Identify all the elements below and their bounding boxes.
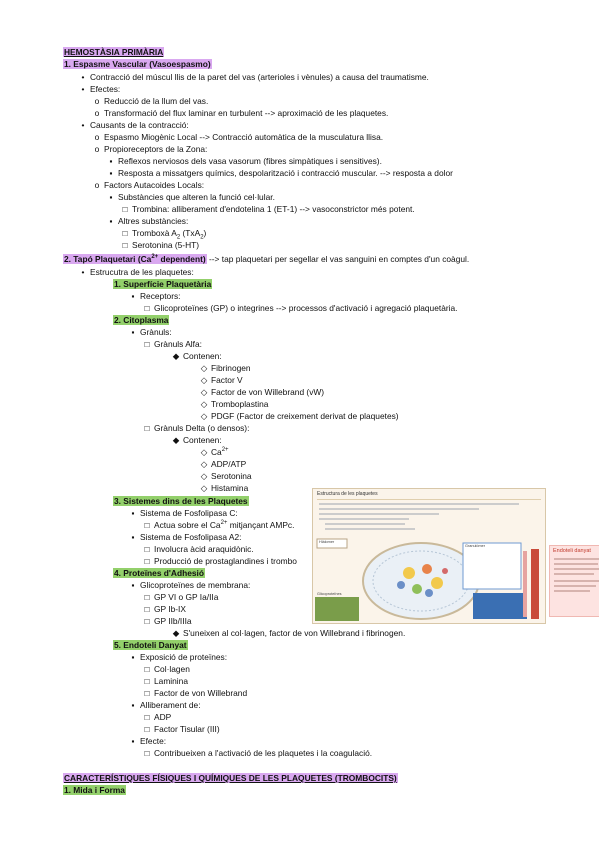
list-item: ◇ ADP/ATP (200, 459, 247, 469)
list-item: • Contracció del múscul llis de la paret del vas (arterioles i vènules) a causa del traumatisme. (81, 72, 429, 82)
list-item: ▪ Sistema de Fosfolipasa C: (131, 508, 238, 518)
list-item: □ GP IIb/IIIa (144, 616, 192, 626)
list-item: □ Trombina: alliberament d'endotelina 1 (ET-1) --> vasoconstrictor més potent. (122, 204, 415, 214)
subheading: 3. Sistemes dins de les Plaquetes (114, 496, 248, 506)
list-item: □ Contribueixen a l'activació de les plaquetes i la coagulació. (144, 748, 373, 758)
doc-title: HEMOSTÀSIA PRIMÀRIA (64, 47, 164, 57)
list-item: □ ADP (144, 712, 172, 722)
list-item: ▪ Reflexos nerviosos dels vasa vasorum (fibres simpàtiques i sensitives). (109, 156, 382, 166)
list-item: □ Factor Tisular (III) (144, 724, 220, 734)
list-item: ▪ Receptors: (131, 291, 181, 301)
figure-label-right: Granulòmer (465, 544, 486, 548)
list-item: □ GP VI o GP Ia/IIa (144, 592, 219, 602)
section-heading-espasme: 1. Espasme Vascular (Vasoespasmo) (64, 59, 211, 69)
list-item: • Estrucutra de les plaquetes: (81, 267, 194, 277)
subheading: 2. Citoplasma (114, 315, 169, 325)
list-item: ▪ Glicoproteïnes de membrana: (131, 580, 251, 590)
list-item: o Espasmo Miogènic Local --> Contracció automàtica de la musculatura llisa. (94, 132, 384, 142)
list-item: ◇ $Ca^{2+}$ (200, 447, 229, 457)
list-item: □ Actua sobre el $Ca^{2+}$ mitjançant AMPc. (144, 520, 295, 530)
list-item: ◇ Factor de von Willebrand (vW) (200, 387, 325, 397)
list-item: o Reducció de la llum del vas. (94, 96, 209, 106)
figure-label-bottom: Glicoproteïnes (317, 592, 342, 596)
list-item: □ GP Ib-IX (144, 604, 186, 614)
list-item: ◇ Histamina (200, 483, 249, 493)
list-item: ◇ Serotonina (200, 471, 252, 481)
list-item: ◆ Contenen: (172, 435, 222, 445)
figure-title: Estructura de les plaquetes (317, 491, 378, 497)
list-item: □ Factor de von Willebrand (144, 688, 248, 698)
list-item: ◇ PDGF (Factor de creixement derivat de plaquetes) (200, 411, 399, 421)
list-item: • Causants de la contracció: (81, 120, 189, 130)
list-item: ▪ Sistema de Fosfolipasa A2: (131, 532, 242, 542)
list-item: ◇ Factor V (200, 375, 243, 385)
list-item: o Factors Autacoides Locals: (94, 180, 205, 190)
list-item: o Propioreceptors de la Zona: (94, 144, 208, 154)
list-item: □ Involucra àcid araquidònic. (144, 544, 254, 554)
platelet-illustration (313, 489, 545, 623)
list-item: ◆ S'uneixen al col·lagen, factor de von Willebrand i fibrinogen. (172, 628, 406, 638)
list-item: □ Laminina (144, 676, 188, 686)
list-item: ▪ Substàncies que alteren la funció cel·lular. (109, 192, 275, 202)
list-item: □ Col·lagen (144, 664, 190, 674)
list-item: ▪ Altres substàncies: (109, 216, 189, 226)
platelet-diagram-panel (312, 488, 546, 624)
list-item: □ Serotonina (5-HT) (122, 240, 200, 250)
subheading: 4. Proteïnes d'Adhesió (114, 568, 204, 578)
list-item: ▪ Grànuls: (131, 327, 172, 337)
subheading: 1. Mida i Forma (64, 785, 125, 795)
list-item: • Efectes: (81, 84, 121, 94)
section-heading-caracteristiques: CARACTERÍSTIQUES FÍSIQUES I QUÍMIQUES DE LES PLAQUETES (TROMBOCITS) (64, 773, 397, 783)
subheading: 5. Endoteli Danyat (114, 640, 187, 650)
list-item: ◆ Contenen: (172, 351, 222, 361)
subheading: 1. Superfície Plaquetària (114, 279, 212, 289)
list-item: □ Grànuls Alfa: (144, 339, 202, 349)
figure-side-title: Endoteli danyat (553, 548, 591, 554)
list-item: ▪ Alliberament de: (131, 700, 201, 710)
endoteli-note-panel (549, 545, 599, 617)
list-item: ▪ Exposició de proteïnes: (131, 652, 228, 662)
platelet-figure (312, 488, 596, 624)
list-item: ◇ Tromboplastina (200, 399, 269, 409)
list-item: ▪ Resposta a missatgers químics, despolarització i contracció muscular. --> resposta a dolor (109, 168, 453, 178)
list-item: o Transformació del flux laminar en turbulent --> aproximació de les plaquetes. (94, 108, 389, 118)
list-item: ▪ Efecte: (131, 736, 167, 746)
list-item: □ Producció de prostaglandines i trombo (144, 556, 297, 566)
list-item: □ Grànuls Delta (o densos): (144, 423, 250, 433)
section-heading-tapo: 2. Tapó Plaquetari ($Ca^{2+}$ dependent) --> tap plaquetari per segellar el vas sanguini en comptes d'un coàgul. (64, 254, 470, 264)
figure-label-left: Hiàlomer (319, 540, 335, 544)
list-item: ◇ Fibrinogen (200, 363, 251, 373)
list-item: □ Tromboxà $A_2$ (TxA$_2$) (122, 228, 207, 241)
list-item: □ Glicoproteïnes (GP) o integrines --> processos d'activació i agregació plaquetària. (144, 303, 458, 313)
